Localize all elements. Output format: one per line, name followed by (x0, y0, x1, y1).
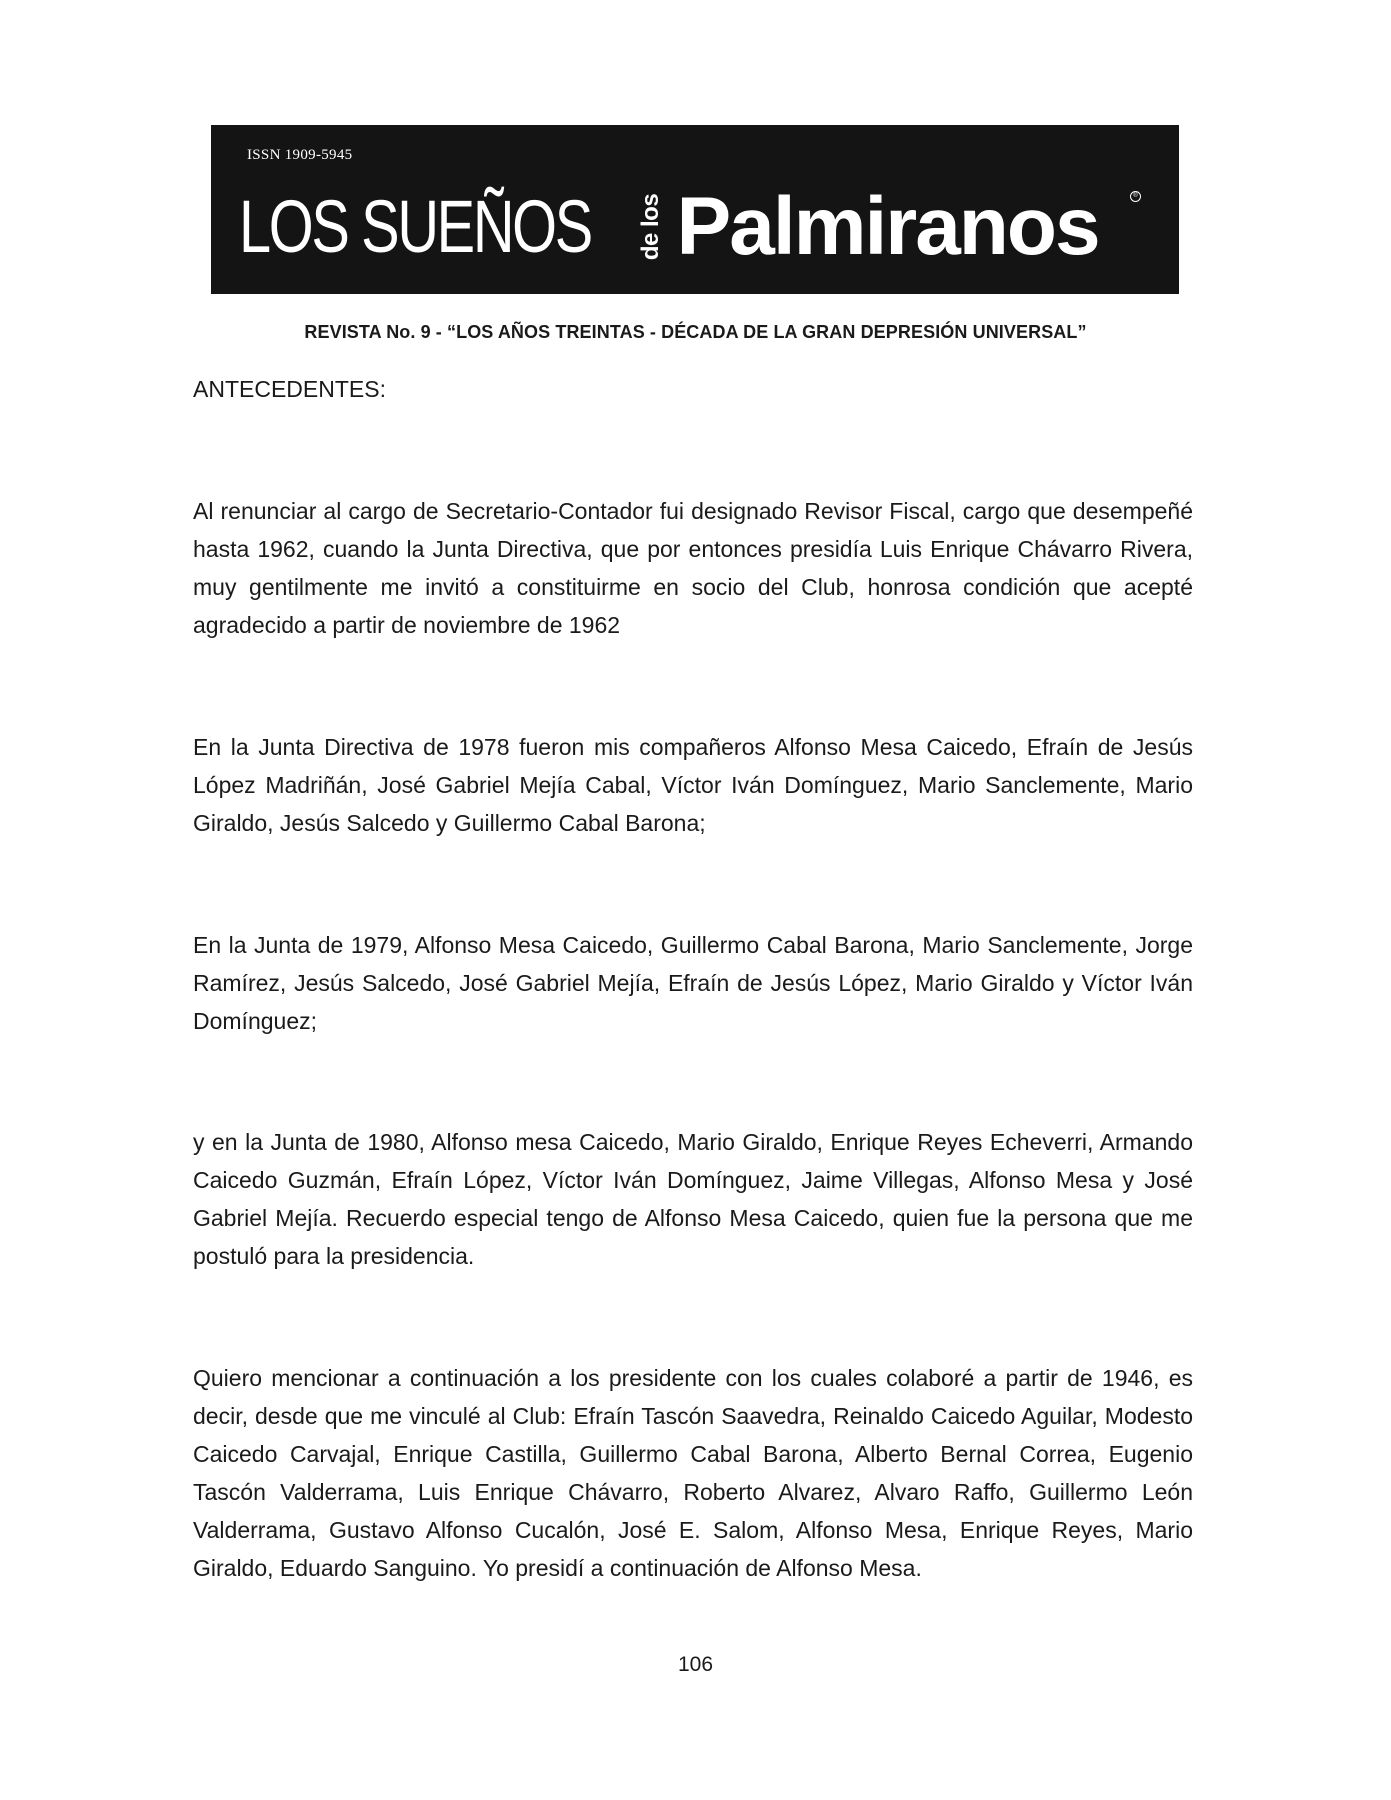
issue-title: REVISTA No. 9 - “LOS AÑOS TREINTAS - DÉCADA DE LA GRAN DEPRESIÓN UNIVERSAL” (304, 322, 1087, 342)
issn-label: ISSN 1909-5945 (247, 147, 353, 163)
registered-mark-icon: ® (1130, 191, 1141, 202)
body-paragraph: Al renunciar al cargo de Secretario-Contador fui designado Revisor Fiscal, cargo que desempeñé hasta 1962, cuando la Junta Directiva, que por entonces presidía Luis Enrique Chávarro Rivera, muy gentilmente me invitó a constituirme en socio del Club, honrosa condición que acepté agradecido a partir de noviembre de 1962 (193, 498, 1193, 638)
logo-title-light: LOS SUEÑOS (239, 185, 591, 268)
magazine-logo (239, 177, 1099, 277)
logo-title-small: de los (637, 193, 665, 261)
body-paragraph: En la Junta Directiva de 1978 fueron mis compañeros Alfonso Mesa Caicedo, Efraín de Jesús López Madriñán, José Gabriel Mejía Cabal, Víctor Iván Domínguez, Mario Sanclemente, Mario Giraldo, Jesús Salcedo y Guillermo Cabal Barona; (193, 734, 1193, 836)
body-paragraph: Quiero mencionar a continuación a los presidente con los cuales colaboré a partir de 1946, es decir, desde que me vinculé al Club: Efraín Tascón Saavedra, Reinaldo Caicedo Aguilar, Modesto Caicedo Carvajal, Enrique Castilla, Guillermo Cabal Barona, Alberto Bernal Correa, Eugenio Tascón Valderrama, Luis Enrique Chávarro, Roberto Alvarez, Alvaro Raffo, Guillermo León Valderrama, Gustavo Alfonso Cucalón, José E. Salom, Alfonso Mesa, Enrique Reyes, Mario Giraldo, Eduardo Sanguino. Yo presidí a continuación de Alfonso Mesa. (193, 1365, 1193, 1581)
section-heading: ANTECEDENTES: (193, 376, 386, 402)
page-number: 106 (677, 1653, 714, 1676)
logo-title-bold: Palmiranos (676, 181, 1099, 272)
body-paragraph: En la Junta de 1979, Alfonso Mesa Caicedo, Guillermo Cabal Barona, Mario Sanclemente, Jorge Ramírez, Jesús Salcedo, José Gabriel Mejía, Efraín de Jesús López, Mario Giraldo y Víctor Iván Domínguez; (193, 932, 1193, 1034)
magazine-masthead (211, 125, 1179, 294)
body-paragraph: y en la Junta de 1980, Alfonso mesa Caicedo, Mario Giraldo, Enrique Reyes Echeverri, Armando Caicedo Guzmán, Efraín López, Víctor Iván Domínguez, Jaime Villegas, Alfonso Mesa y José Gabriel Mejía. Recuerdo especial tengo de Alfonso Mesa Caicedo, quien fue la persona que me postuló para la presidencia. (193, 1129, 1193, 1269)
